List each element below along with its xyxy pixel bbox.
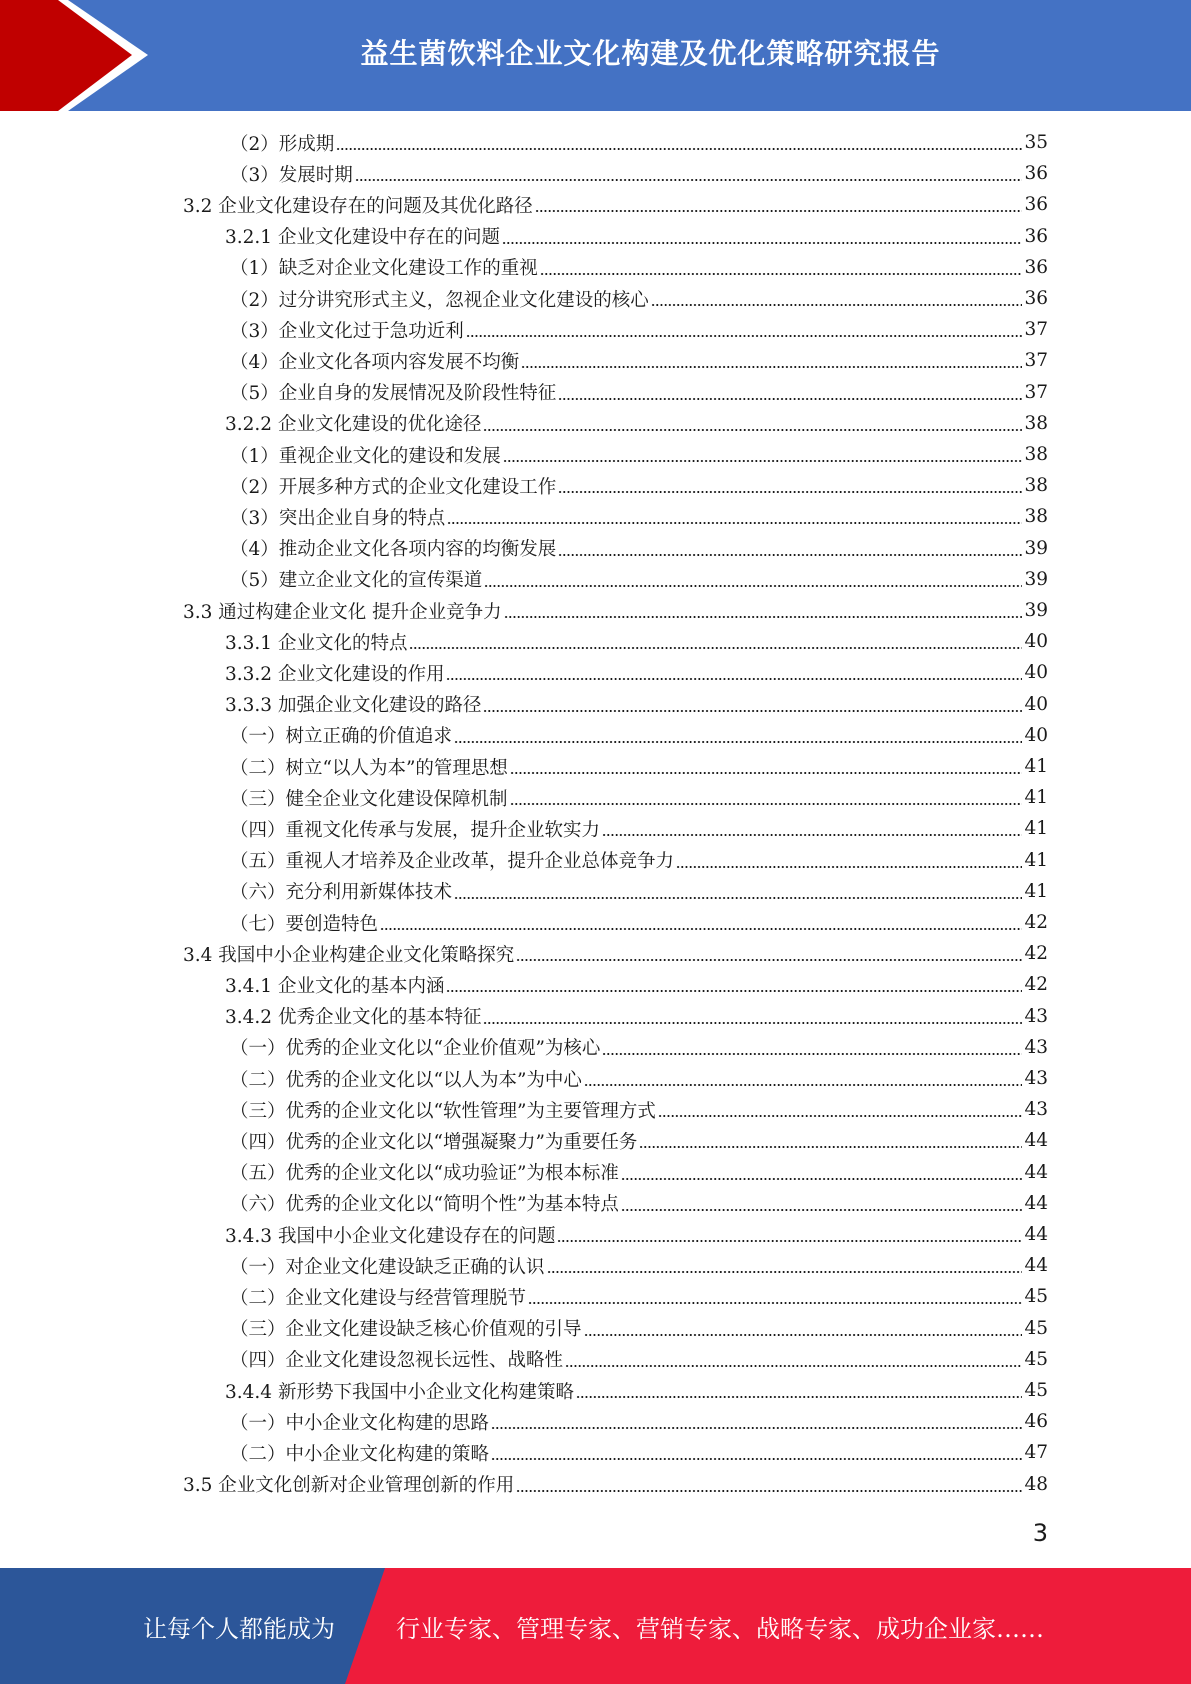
- toc-dot-leader: [639, 1146, 1022, 1148]
- toc-entry-page: 41: [1024, 756, 1048, 777]
- toc-dot-leader: [516, 1490, 1022, 1492]
- toc-entry[interactable]: [230, 1437, 1048, 1468]
- toc-entry-page: 40: [1024, 693, 1048, 715]
- toc-entry-title: （1）缺乏对企业文化建设工作的重视: [230, 258, 538, 280]
- toc-entry-page: 43: [1024, 1099, 1048, 1121]
- toc-entry-title: （四）优秀的企业文化以“增强凝聚力”为重要任务: [230, 1131, 638, 1153]
- toc-dot-leader: [602, 1053, 1022, 1055]
- toc-entry[interactable]: [230, 720, 1048, 751]
- toc-dot-leader: [502, 242, 1022, 244]
- toc-entry-page: 43: [1024, 1005, 1048, 1027]
- toc-entry-title: 3.3.2 企业文化建设的作用: [225, 663, 445, 685]
- toc-entry-page: 44: [1024, 1224, 1048, 1245]
- toc-entry-title: （一）树立正确的价值追求: [230, 726, 453, 748]
- toc-entry-page: 44: [1024, 1255, 1048, 1277]
- toc-entry-title: （三）健全企业文化建设保障机制: [230, 788, 508, 810]
- toc-entry-title: （2）过分讲究形式主义，忽视企业文化建设的核心: [230, 289, 649, 311]
- toc-entry-title: 3.2.2 企业文化建设的优化途径: [225, 414, 482, 436]
- toc-dot-leader: [584, 1084, 1023, 1086]
- toc-entry[interactable]: [225, 969, 1048, 1000]
- toc-entry-page: 37: [1024, 350, 1048, 372]
- toc-dot-leader: [676, 866, 1022, 868]
- toc-entry-title: （一）优秀的企业文化以“企业价值观”为核心: [230, 1038, 601, 1060]
- toc-entry-page: 36: [1024, 163, 1048, 185]
- toc-entry-title: 3.4 我国中小企业构建企业文化策略探究: [183, 944, 515, 966]
- toc-entry[interactable]: [230, 1281, 1048, 1312]
- toc-entry[interactable]: [230, 1188, 1048, 1219]
- toc-entry[interactable]: [230, 813, 1048, 844]
- toc-entry-page: 41: [1024, 787, 1048, 809]
- page-number: 3: [1032, 1519, 1048, 1547]
- toc-entry[interactable]: [225, 689, 1048, 720]
- toc-entry-page: 43: [1024, 1068, 1048, 1089]
- toc-entry[interactable]: [230, 314, 1048, 345]
- toc-dot-leader: [483, 1022, 1022, 1024]
- toc-dot-leader: [557, 1240, 1022, 1242]
- toc-entry-title: 3.3.1 企业文化的特点: [225, 632, 408, 654]
- toc-entry[interactable]: [225, 626, 1048, 657]
- toc-entry-page: 38: [1024, 475, 1048, 497]
- toc-entry-page: 42: [1024, 912, 1048, 933]
- toc-entry-title: （4）推动企业文化各项内容的均衡发展: [230, 539, 557, 561]
- toc-dot-leader: [380, 928, 1022, 930]
- toc-entry-title: （六）优秀的企业文化以“简明个性”为基本特点: [230, 1194, 619, 1216]
- toc-dot-leader: [491, 1458, 1022, 1460]
- toc-entry-title: （1）重视企业文化的建设和发展: [230, 445, 501, 467]
- toc-dot-leader: [355, 179, 1023, 181]
- toc-entry[interactable]: [230, 439, 1048, 470]
- footer-slogan-left: 让每个人都能成为: [143, 1614, 335, 1643]
- toc-entry[interactable]: [230, 1032, 1048, 1063]
- toc-entry[interactable]: [225, 408, 1048, 439]
- toc-dot-leader: [516, 959, 1022, 961]
- page-header: [0, 0, 1191, 111]
- toc-entry[interactable]: [230, 751, 1048, 782]
- toc-entry-title: （七）要创造特色: [230, 913, 379, 935]
- toc-entry-page: 39: [1024, 600, 1048, 621]
- toc-entry[interactable]: [230, 1344, 1048, 1375]
- toc-dot-leader: [510, 772, 1023, 774]
- toc-entry[interactable]: [230, 345, 1048, 376]
- toc-entry-page: 36: [1024, 256, 1048, 278]
- toc-entry-page: 40: [1024, 724, 1048, 746]
- toc-entry[interactable]: [183, 1469, 1048, 1500]
- toc-entry-page: 38: [1024, 444, 1048, 465]
- toc-entry-title: （一）中小企业文化构建的思路: [230, 1412, 490, 1434]
- toc-entry-page: 45: [1024, 1348, 1048, 1370]
- toc-entry-page: 42: [1024, 943, 1048, 965]
- toc-entry-title: （五）重视人才培养及企业改革，提升企业总体竞争力: [230, 851, 675, 873]
- toc-entry[interactable]: [230, 1094, 1048, 1125]
- toc-dot-leader: [491, 1427, 1022, 1429]
- toc-dot-leader: [447, 522, 1022, 524]
- toc-entry-page: 36: [1024, 225, 1048, 247]
- toc-dot-leader: [558, 554, 1022, 556]
- toc-dot-leader: [454, 897, 1022, 899]
- toc-dot-leader: [547, 1271, 1023, 1273]
- toc-entry-title: （四）企业文化建设忽视长远性、战略性: [230, 1350, 564, 1372]
- toc-entry[interactable]: [230, 1125, 1048, 1156]
- toc-entry[interactable]: [230, 1157, 1048, 1188]
- toc-entry-page: 39: [1024, 568, 1048, 590]
- toc-entry-page: 37: [1024, 319, 1048, 341]
- toc-entry-title: 3.2 企业文化建设存在的问题及其优化路径: [183, 195, 533, 217]
- toc-entry-title: （六）充分利用新媒体技术: [230, 882, 453, 904]
- toc-entry-title: （2）开展多种方式的企业文化建设工作: [230, 476, 557, 498]
- toc-dot-leader: [466, 335, 1023, 337]
- toc-dot-leader: [621, 1209, 1023, 1211]
- toc-dot-leader: [483, 429, 1022, 431]
- toc-entry-page: 42: [1024, 974, 1048, 996]
- toc-entry[interactable]: [225, 657, 1048, 688]
- toc-dot-leader: [503, 460, 1023, 462]
- toc-dot-leader: [535, 210, 1023, 212]
- toc-entry[interactable]: [230, 501, 1048, 532]
- toc-entry[interactable]: [230, 1313, 1048, 1344]
- toc-entry[interactable]: [230, 470, 1048, 501]
- toc-entry-page: 47: [1024, 1442, 1048, 1464]
- toc-entry-title: （三）优秀的企业文化以“软性管理”为主要管理方式: [230, 1100, 656, 1122]
- toc-entry-title: 3.3.3 加强企业文化建设的路径: [225, 695, 482, 717]
- toc-entry[interactable]: [225, 221, 1048, 252]
- toc-entry-page: 44: [1024, 1130, 1048, 1152]
- toc-entry-page: 43: [1024, 1036, 1048, 1058]
- toc-entry-title: 3.4.1 企业文化的基本内涵: [225, 975, 445, 997]
- toc-entry-title: 3.2.1 企业文化建设中存在的问题: [225, 227, 500, 249]
- toc-entry-title: 3.4.2 优秀企业文化的基本特征: [225, 1007, 482, 1029]
- toc-dot-leader: [584, 1334, 1023, 1336]
- toc-dot-leader: [446, 678, 1022, 680]
- toc-entry[interactable]: [230, 1063, 1048, 1094]
- toc-dot-leader: [602, 834, 1022, 836]
- toc-entry[interactable]: [230, 377, 1048, 408]
- toc-entry-title: 3.3 通过构建企业文化 提升企业竞争力: [183, 601, 502, 623]
- toc-entry[interactable]: [230, 1406, 1048, 1437]
- toc-entry[interactable]: [230, 907, 1048, 938]
- toc-dot-leader: [558, 491, 1022, 493]
- toc-entry[interactable]: [230, 533, 1048, 564]
- toc-entry-page: 38: [1024, 506, 1048, 528]
- toc-entry-title: 3.4.3 我国中小企业文化建设存在的问题: [225, 1225, 556, 1247]
- toc-entry-title: （3）企业文化过于急功近利: [230, 320, 464, 342]
- toc-dot-leader: [521, 366, 1022, 368]
- toc-entry-page: 45: [1024, 1317, 1048, 1339]
- toc-entry-title: （三）企业文化建设缺乏核心价值观的引导: [230, 1319, 582, 1341]
- toc-entry[interactable]: [230, 782, 1048, 813]
- page-footer: [0, 1568, 1191, 1684]
- toc-entry-page: 36: [1024, 194, 1048, 216]
- toc-dot-leader: [336, 148, 1022, 150]
- toc-entry-title: （3）发展时期: [230, 164, 353, 186]
- toc-entry-page: 38: [1024, 412, 1048, 434]
- toc-dot-leader: [446, 990, 1022, 992]
- toc-dot-leader: [621, 1178, 1023, 1180]
- toc-dot-leader: [576, 1396, 1022, 1398]
- toc-entry-page: 44: [1024, 1192, 1048, 1214]
- toc-dot-leader: [658, 1115, 1023, 1117]
- toc-entry[interactable]: [230, 1250, 1048, 1281]
- toc-entry-page: 36: [1024, 288, 1048, 309]
- toc-entry[interactable]: [225, 1001, 1048, 1032]
- toc-entry[interactable]: [230, 127, 1048, 158]
- toc-dot-leader: [651, 304, 1023, 306]
- toc-entry-page: 41: [1024, 818, 1048, 840]
- document-title: 益生菌饮料企业文化构建及优化策略研究报告: [360, 36, 941, 70]
- toc-dot-leader: [540, 273, 1023, 275]
- toc-entry-title: 3.4.4 新形势下我国中小企业文化构建策略: [225, 1381, 574, 1403]
- toc-entry-title: （3）突出企业自身的特点: [230, 507, 446, 529]
- toc-entry-title: （4）企业文化各项内容发展不均衡: [230, 351, 520, 373]
- toc-entry-page: 39: [1024, 537, 1048, 559]
- toc-dot-leader: [510, 803, 1023, 805]
- footer-slogan-right: 行业专家、管理专家、营销专家、战略专家、成功企业家……: [396, 1614, 1044, 1643]
- toc-entry-title: （5）企业自身的发展情况及阶段性特征: [230, 383, 557, 405]
- toc-dot-leader: [558, 398, 1022, 400]
- toc-entry-title: （5）建立企业文化的宣传渠道: [230, 570, 483, 592]
- toc-entry-page: 37: [1024, 381, 1048, 403]
- toc-dot-leader: [454, 741, 1022, 743]
- toc-entry-page: 40: [1024, 662, 1048, 684]
- toc-dot-leader: [504, 616, 1023, 618]
- toc-entry-title: （2）形成期: [230, 133, 335, 155]
- toc-entry[interactable]: [225, 1375, 1048, 1406]
- toc-entry[interactable]: [183, 595, 1048, 626]
- toc-entry-title: （四）重视文化传承与发展，提升企业软实力: [230, 819, 601, 841]
- toc-dot-leader: [484, 585, 1022, 587]
- toc-entry-page: 45: [1024, 1286, 1048, 1308]
- toc-entry[interactable]: [230, 876, 1048, 907]
- toc-entry-title: （一）对企业文化建设缺乏正确的认识: [230, 1256, 545, 1278]
- toc-entry-title: 3.5 企业文化创新对企业管理创新的作用: [183, 1475, 515, 1497]
- toc-dot-leader: [528, 1302, 1022, 1304]
- toc-entry[interactable]: [230, 283, 1048, 314]
- toc-entry-title: （二）企业文化建设与经营管理脱节: [230, 1287, 527, 1309]
- toc-entry[interactable]: [230, 564, 1048, 595]
- toc-dot-leader: [409, 647, 1022, 649]
- toc-entry-page: 46: [1024, 1411, 1048, 1433]
- toc-entry-title: （二）中小企业文化构建的策略: [230, 1443, 490, 1465]
- toc-dot-leader: [483, 710, 1022, 712]
- toc-entry[interactable]: [230, 158, 1048, 189]
- toc-entry[interactable]: [183, 938, 1048, 969]
- toc-entry-title: （五）优秀的企业文化以“成功验证”为根本标准: [230, 1163, 619, 1185]
- toc-entry[interactable]: [183, 189, 1048, 220]
- toc-entry-page: 40: [1024, 631, 1048, 653]
- toc-entry-page: 44: [1024, 1161, 1048, 1183]
- toc-entry-title: （二）树立“以人为本”的管理思想: [230, 757, 508, 779]
- toc-entry[interactable]: [230, 252, 1048, 283]
- toc-entry[interactable]: [230, 845, 1048, 876]
- toc-entry-page: 48: [1024, 1473, 1048, 1495]
- toc-entry-title: （二）优秀的企业文化以“以人为本”为中心: [230, 1069, 582, 1091]
- toc-entry-page: 41: [1024, 849, 1048, 871]
- toc-entry-page: 35: [1024, 132, 1048, 153]
- toc-dot-leader: [565, 1365, 1022, 1367]
- toc-entry[interactable]: [225, 1219, 1048, 1250]
- toc-entry-page: 41: [1024, 880, 1048, 902]
- toc-entry-page: 45: [1024, 1380, 1048, 1401]
